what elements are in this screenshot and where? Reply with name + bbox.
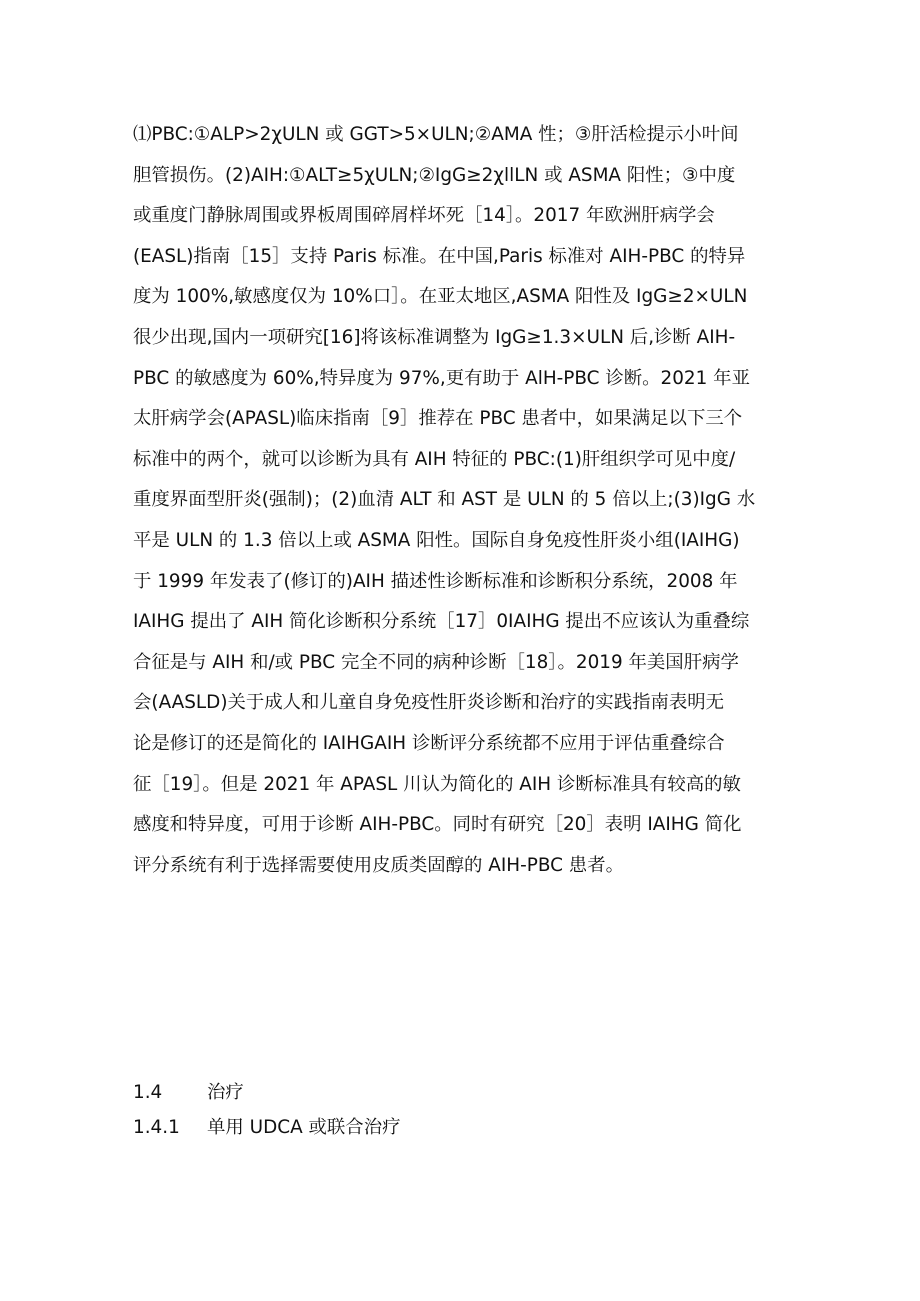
subsection-title: 单用 UDCA 或联合治疗 [207,1117,401,1138]
paragraph-line: 重度界面型肝炎(强制)；(2)血清 ALT 和 AST 是 ULN 的 5 倍以上;(3)IgG 水 [133,489,756,511]
paragraph-line: 太肝病学会(APASL)临床指南［9］推荐在 PBC 患者中，如果满足以下三个 [133,408,743,430]
paragraph-line: 胆管损伤。(2)AIH:①ALT≥5χULN;②IgG≥2χllLN 或 ASMA 阳性；③中度 [133,164,736,186]
paragraph-line: 于 1999 年发表了(修订的)AIH 描述性诊断标准和诊断积分系统，2008 年 [133,570,738,592]
paragraph-line: (EASL)指南［15］支持 Paris 标准。在中国,Paris 标准对 AIH-PBC 的特异 [133,245,746,267]
section-heading [133,1078,244,1108]
paragraph-line: ⑴PBC:①ALP>2χULN 或 GGT>5×ULN;②AMA 性；③肝活检提示小叶间 [133,124,739,145]
paragraph-line: 感度和特异度，可用于诊断 AIH-PBC。同时有研究［20］表明 IAIHG 简化 [133,814,742,836]
paragraph-line: 平是 ULN 的 1.3 倍以上或 ASMA 阳性。国际自身免疫性肝炎小组(IAIHG) [133,529,740,551]
paragraph-line: 很少出现,国内一项研究[16]将该标准调整为 IgG≥1.3×ULN 后,诊断 AIH- [133,326,736,348]
paragraph-line: 合征是与 AIH 和/或 PBC 完全不同的病种诊断［18］。2019 年美国肝病学 [133,651,739,673]
paragraph-line: 会(AASLD)关于成人和儿童自身免疫性肝炎诊断和治疗的实践指南表明无 [133,692,725,714]
paragraph-line: 征［19］。但是 2021 年 APASL 川认为简化的 AIH 诊断标准具有较高的敏 [133,773,741,795]
paragraph-line: 或重度门静脉周围或界板周围碎屑样坏死［14］。2017 年欧洲肝病学会 [133,205,715,227]
paragraph-line: 度为 100%,敏感度仅为 10%口］。在亚太地区,ASMA 阳性及 IgG≥2×ULN [133,286,748,308]
body-paragraph [133,115,798,886]
paragraph-line: 评分系统有利于选择需要使用皮质类固醇的 AIH-PBC 患者。 [133,854,624,876]
subsection-heading [133,1113,400,1143]
paragraph-line: 论是修订的还是简化的 IAIHGAIH 诊断评分系统都不应用于评估重叠综合 [133,732,725,754]
subsection-number: 1.4.1 [133,1117,180,1138]
section-title: 治疗 [207,1082,244,1103]
paragraph-line: 标准中的两个，就可以诊断为具有 AIH 特征的 PBC:(1)肝组织学可见中度/ [133,448,736,470]
paragraph-line: IAIHG 提出了 AIH 简化诊断积分系统［17］0IAIHG 提出不应该认为重叠综 [133,611,750,633]
section-number: 1.4 [133,1082,163,1103]
paragraph-line: PBC 的敏感度为 60%,特异度为 97%,更有助于 AlH-PBC 诊断。2021 年亚 [133,367,750,389]
